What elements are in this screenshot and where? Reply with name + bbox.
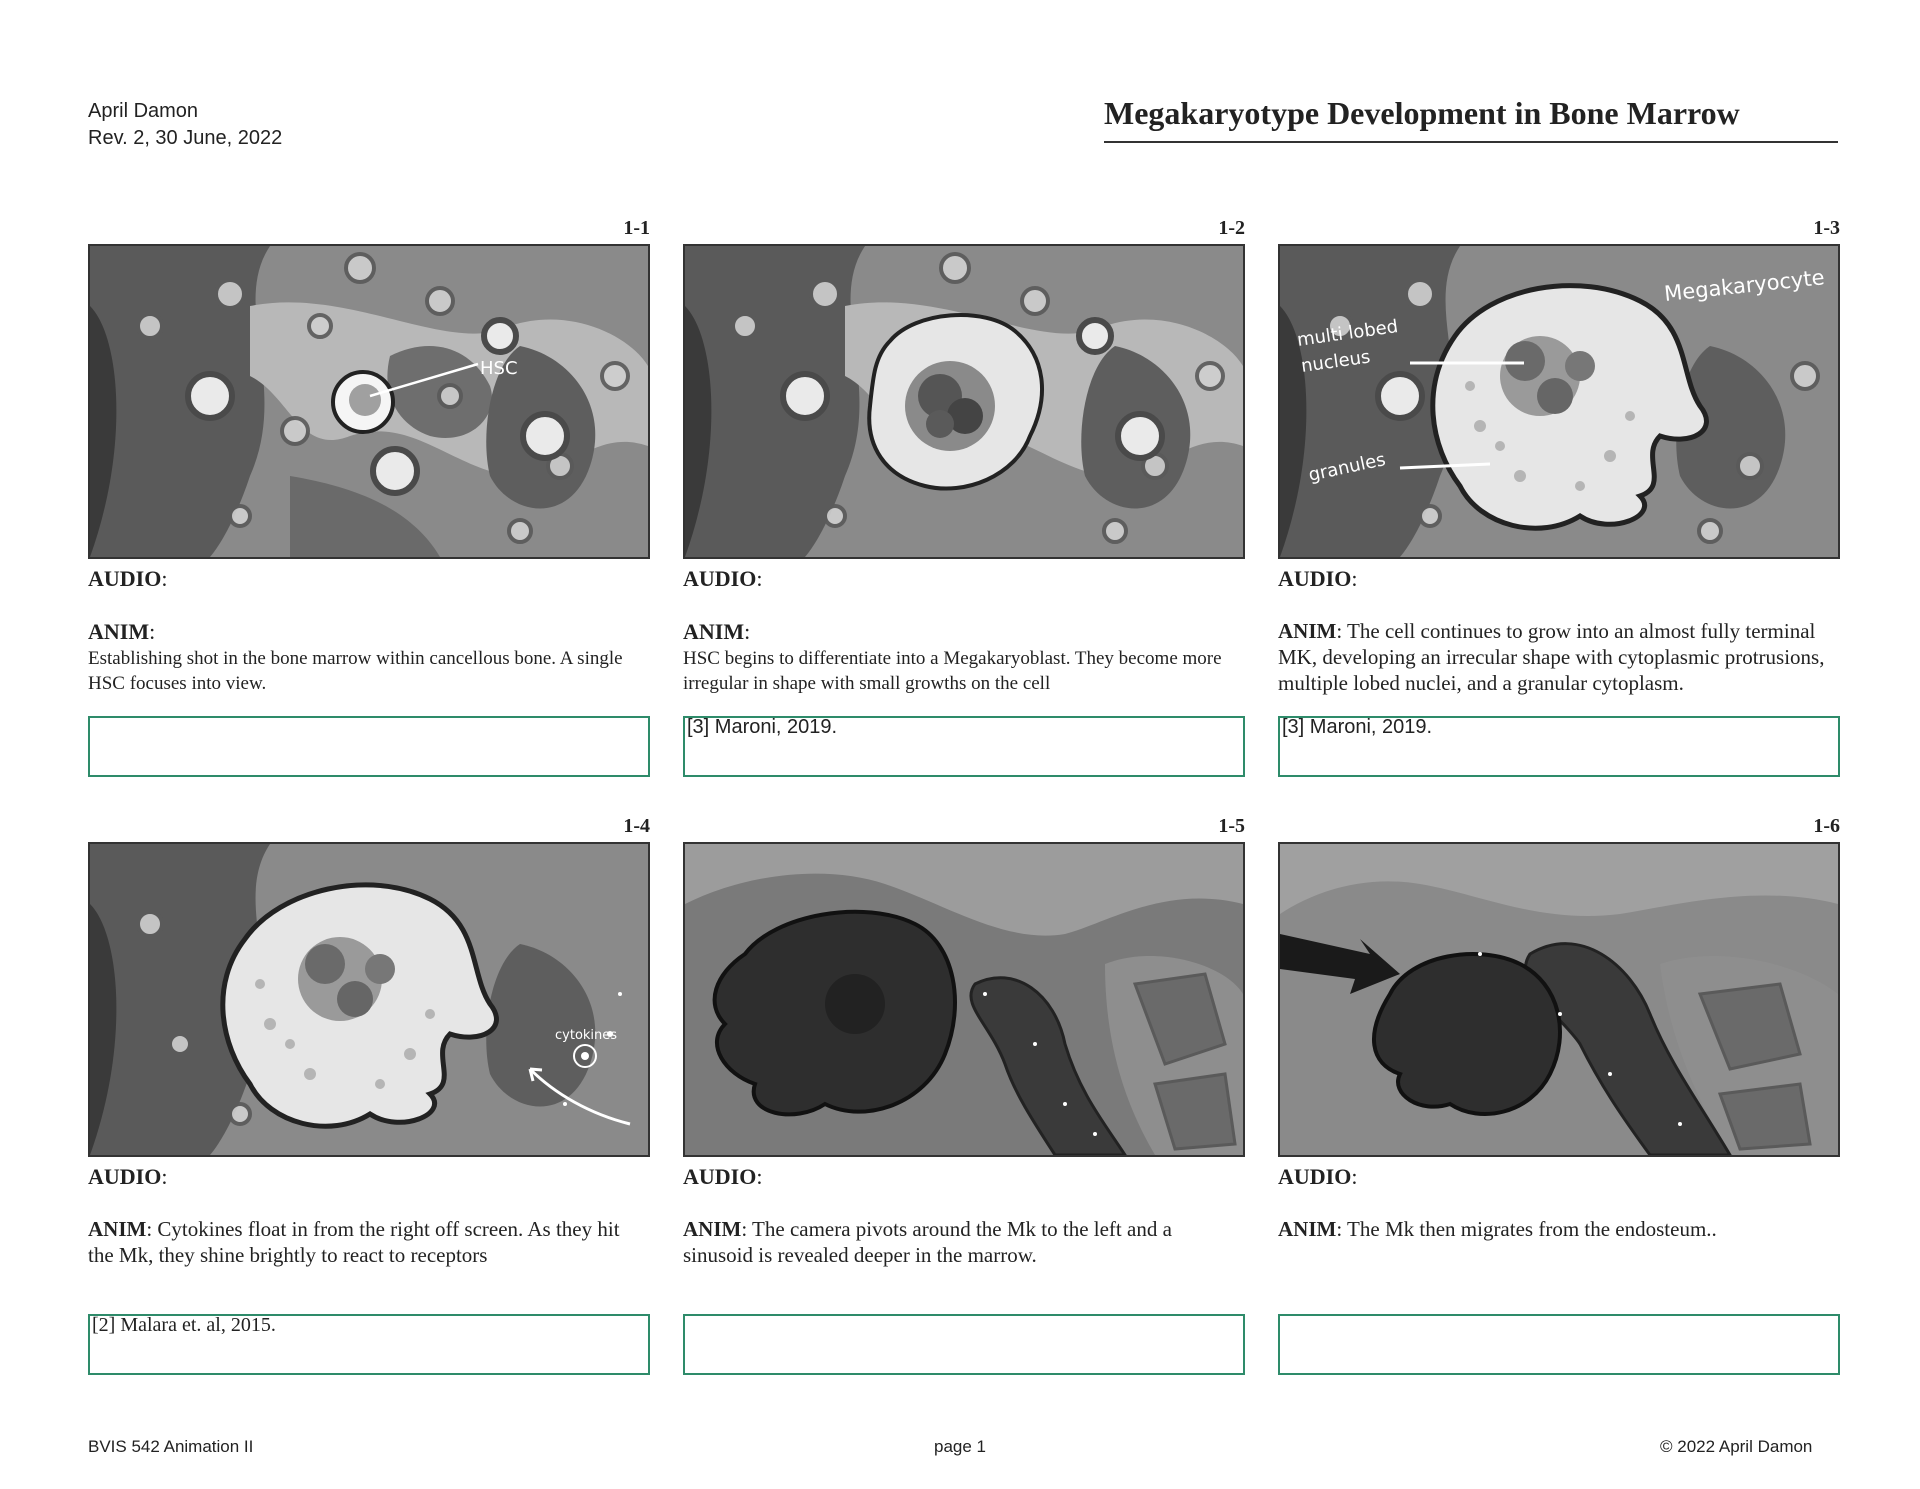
anim-block [88,618,650,696]
anim-block [683,1216,1245,1268]
anim-separator: : [1336,619,1348,643]
header-author-block [88,98,282,152]
anim-label: ANIM [683,619,745,644]
author-name: April Damon [88,100,199,122]
panel-number: 1-5 [1218,815,1245,837]
anim-block [1278,618,1840,696]
audio-text: : [1351,1164,1358,1189]
multi-lobed-label: multi lobed [1295,316,1400,351]
citation-box [88,1314,650,1375]
anim-label: ANIM [1278,1217,1337,1241]
footer-page-number: page 1 [934,1437,986,1456]
audio-line [1278,566,1357,592]
nucleus-label: nucleus [1299,346,1372,377]
audio-label: AUDIO [1278,566,1352,591]
footer-copyright: © 2022 April Damon [1660,1437,1813,1456]
citation-text: [3] Maroni, 2019. [687,716,838,738]
anim-text: The cell continues to grow into an almost fully terminal MK, developing an irrecular shape with cytoplasmic protrusions, multiple lobed nuclei, and a granular cytoplasm. [1278,619,1825,695]
audio-line [683,1164,762,1190]
panel-number: 1-4 [623,815,650,837]
audio-label: AUDIO [88,1164,162,1189]
cytokines-label: cytokines [555,1028,618,1043]
anim-block [1278,1216,1840,1242]
citation-box [1278,1314,1840,1375]
citation-box [683,1314,1245,1375]
anim-label: ANIM [88,619,150,644]
panel-artwork [683,842,1245,1157]
audio-label: AUDIO [683,566,757,591]
anim-text: Cytokines float in from the right off screen. As they hit the Mk, they shine brightly to react to receptors [88,1217,620,1267]
audio-text: : [756,566,763,591]
panel-artwork [88,842,650,1157]
revision-date: Rev. 2, 30 June, 2022 [88,127,283,149]
anim-separator: : [1336,1217,1348,1241]
anim-block [88,1216,650,1268]
anim-text: Establishing shot in the bone marrow within cancellous bone. A single HSC focuses into view. [88,648,623,694]
anim-text: The camera pivots around the Mk to the left and a sinusoid is revealed deeper in the marrow. [683,1217,1172,1267]
anim-separator: : [744,619,751,644]
panel-number: 1-3 [1813,217,1840,239]
audio-line [88,1164,167,1190]
panel-artwork [88,244,650,559]
panel-artwork [683,244,1245,559]
panel-number: 1-6 [1813,815,1840,837]
anim-text: The Mk then migrates from the endosteum.. [1347,1217,1717,1241]
anim-block [683,618,1245,696]
audio-line [88,566,167,592]
panel-number: 1-1 [623,217,650,239]
audio-text: : [161,566,168,591]
audio-line [683,566,762,592]
anim-separator: : [741,1217,753,1241]
citation-box [1278,716,1840,777]
anim-separator: : [146,1217,158,1241]
footer-course: BVIS 542 Animation II [88,1437,254,1456]
audio-line [1278,1164,1357,1190]
granules-label: granules [1306,449,1388,486]
page-title: Megakaryotype Development in Bone Marrow [1104,95,1740,131]
audio-label: AUDIO [88,566,162,591]
audio-label: AUDIO [683,1164,757,1189]
anim-label: ANIM [88,1217,147,1241]
anim-text: HSC begins to differentiate into a Megakaryoblast. They become more irregular in shape with small growths on the cell [683,648,1222,694]
title-underline [1104,141,1838,143]
anim-separator: : [149,619,156,644]
panel-artwork [1278,842,1840,1157]
citation-text: [2] Malara et. al, 2015. [92,1314,276,1336]
megakaryocyte-label: Megakaryocyte [1663,265,1826,306]
audio-text: : [1351,566,1358,591]
citation-text: [3] Maroni, 2019. [1282,716,1433,738]
panel-artwork [1278,244,1840,559]
audio-text: : [161,1164,168,1189]
audio-label: AUDIO [1278,1164,1352,1189]
citation-box [683,716,1245,777]
hsc-label: HSC [480,358,518,379]
anim-label: ANIM [683,1217,742,1241]
citation-box [88,716,650,777]
anim-label: ANIM [1278,619,1337,643]
panel-number: 1-2 [1218,217,1245,239]
audio-text: : [756,1164,763,1189]
